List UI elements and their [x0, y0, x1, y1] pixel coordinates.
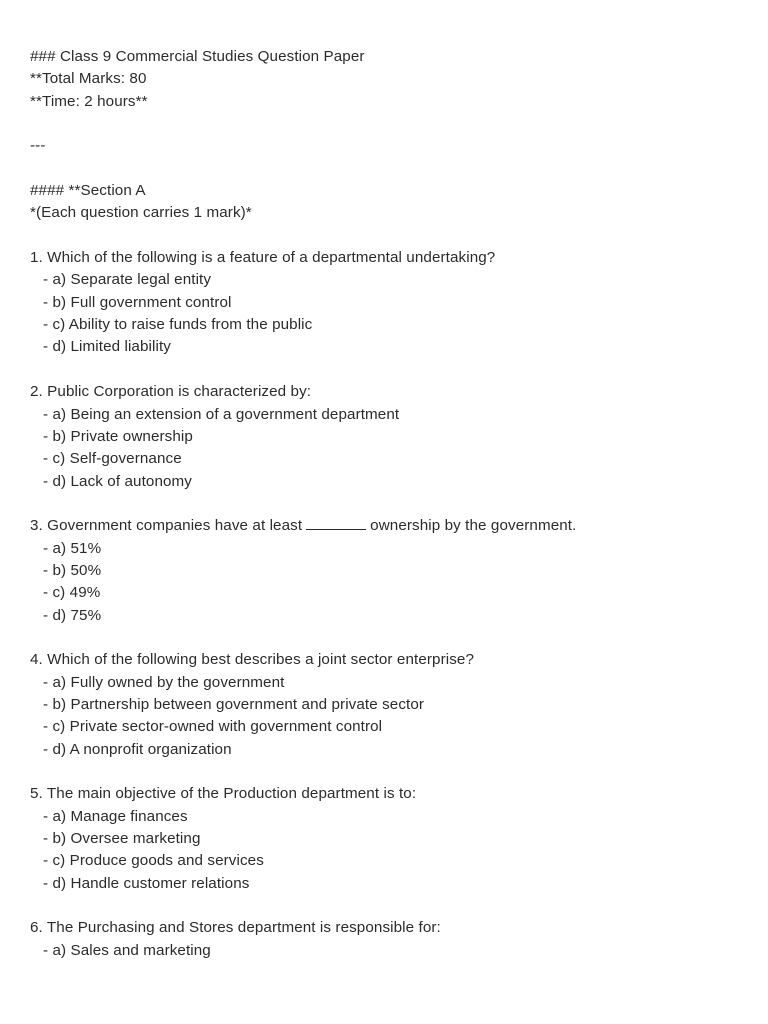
spacer: [30, 158, 748, 180]
spacer: [30, 225, 748, 247]
question-text: 5. The main objective of the Production department is to:: [30, 785, 417, 803]
spacer: [30, 761, 748, 783]
answer-option: - d) 75%: [43, 606, 102, 624]
answer-option: - a) Being an extension of a government department: [43, 405, 400, 423]
answer-option: - b) Full government control: [43, 293, 232, 311]
fill-in-blank: [306, 515, 366, 530]
answer-option: - d) Handle customer relations: [43, 874, 250, 892]
answer-option: - b) 50%: [43, 561, 102, 579]
answer-option: - c) 49%: [43, 584, 101, 602]
answer-option: - a) Fully owned by the government: [43, 673, 285, 691]
time-allowed: **Time: 2 hours**: [30, 92, 148, 110]
total-marks: **Total Marks: 80: [30, 70, 147, 88]
answer-option: - a) Sales and marketing: [43, 941, 211, 959]
spacer: [30, 895, 748, 917]
section-note: *(Each question carries 1 mark)*: [30, 204, 252, 222]
answer-option: - c) Self-governance: [43, 450, 182, 468]
answer-option: - c) Ability to raise funds from the public: [43, 316, 313, 334]
answer-option: - a) Separate legal entity: [43, 271, 212, 289]
paper-title: ### Class 9 Commercial Studies Question Paper: [30, 48, 365, 65]
spacer: [30, 359, 748, 381]
answer-option: - d) Limited liability: [43, 338, 171, 356]
question-text-with-blank: [30, 515, 748, 537]
answer-option: - b) Partnership between government and private sector: [43, 695, 425, 713]
section-heading: #### **Section A: [30, 182, 146, 200]
answer-option: - c) Private sector-owned with government control: [43, 718, 383, 736]
answer-option: - d) Lack of autonomy: [43, 472, 192, 490]
answer-option: - b) Private ownership: [43, 427, 193, 445]
answer-option: - c) Produce goods and services: [43, 852, 264, 870]
document-body: [30, 46, 748, 962]
answer-option: - a) 51%: [43, 539, 102, 557]
question-text: 6. The Purchasing and Stores department is responsible for:: [30, 919, 441, 937]
question-text: 2. Public Corporation is characterized by:: [30, 383, 312, 401]
spacer: [30, 493, 748, 515]
answer-option: - a) Manage finances: [43, 807, 188, 825]
answer-option: - b) Oversee marketing: [43, 830, 201, 848]
spacer: [30, 113, 748, 135]
separator: ---: [30, 137, 46, 155]
answer-option: - d) A nonprofit organization: [43, 740, 232, 758]
question-text-after-blank: ownership by the government.: [370, 517, 577, 535]
question-text: 1. Which of the following is a feature of a departmental undertaking?: [30, 249, 496, 267]
question-text: 4. Which of the following best describes a joint sector enterprise?: [30, 651, 474, 669]
spacer: [30, 627, 748, 649]
question-text-before-blank: 3. Government companies have at least: [30, 517, 303, 535]
